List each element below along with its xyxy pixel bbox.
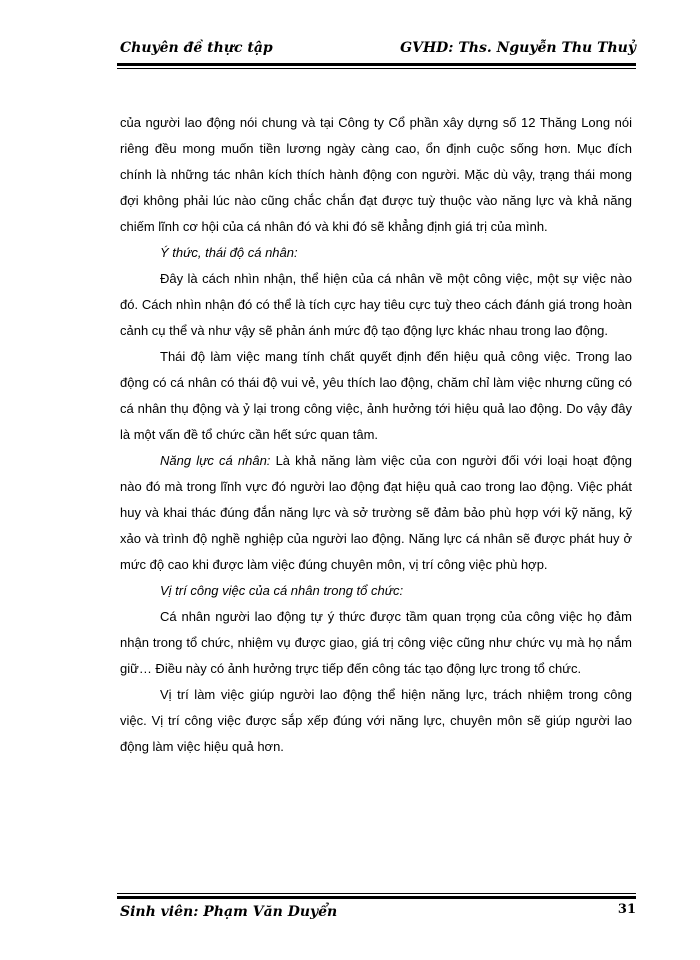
header-rule-thick (117, 63, 636, 66)
section-heading-attitude: Ý thức, thái độ cá nhân: (160, 245, 298, 260)
paragraph-4 (120, 448, 632, 578)
paragraph-4-label: Năng lực cá nhân: (160, 453, 271, 468)
page-header (120, 40, 636, 60)
paragraph-2: Đây là cách nhìn nhận, thể hiện của cá nhân về một công việc, một sự việc nào đó. Cách nhìn nhận đó có thể là tích cực hay tiêu cực tuỳ theo cách đánh giá trong hoàn cảnh cụ thể và như vậy sẽ phản ánh mức độ tạo động lực khác nhau trong lao động. (120, 271, 632, 338)
footer-rule-thin (117, 893, 636, 894)
paragraph-4-text: Là khả năng làm việc của con người đối với loại hoạt động nào đó mà trong lĩnh vực đó người lao động đạt hiệu quả cao trong lao động. Việc phát huy và khai thác đúng đắn năng lực và sở trường sẽ đảm bảo phù hợp với kỹ năng, kỹ xảo và trình độ nghề nghiệp của người lao động. Năng lực cá nhân sẽ được phát huy ở mức độ cao khi được làm việc đúng chuyên môn, vị trí công việc phù hợp. (120, 453, 632, 572)
paragraph-6: Vị trí làm việc giúp người lao động thể hiện năng lực, trách nhiệm trong công việc. Vị trí công việc được sắp xếp đúng với năng lực, chuyên môn sẽ giúp người lao động làm việc hiệu quả hơn. (120, 687, 632, 754)
page-number: 31 (617, 902, 636, 917)
footer-student-name: Sinh viên: Phạm Văn Duyển (120, 904, 338, 920)
paragraph-3: Thái độ làm việc mang tính chất quyết định đến hiệu quả công việc. Trong lao động có cá nhân có thái độ vui vẻ, yêu thích lao động, chăm chỉ làm việc nhưng cũng có cá nhân thụ động và ỷ lại trong công việc, ảnh hưởng tới hiệu quả lao động. Do vậy đây là một vấn đề tổ chức cần hết sức quan tâm. (120, 349, 632, 442)
header-advisor: GVHD: Ths. Nguyễn Thu Thuỷ (400, 40, 636, 56)
paragraph-5: Cá nhân người lao động tự ý thức được tầm quan trọng của công việc họ đảm nhận trong tổ chức, nhiệm vụ được giao, giá trị công việc cũng như chức vụ mà họ nắm giữ… Điều này có ảnh hưởng trực tiếp đến công tác tạo động lực trong tổ chức. (120, 609, 632, 676)
header-course-title: Chuyên đề thực tập (120, 40, 273, 56)
body-text (120, 110, 632, 760)
section-heading-position: Vị trí công việc của cá nhân trong tổ chức: (160, 583, 404, 598)
paragraph-1: của người lao động nói chung và tại Công ty Cổ phần xây dựng số 12 Thăng Long nói riêng đều mong muốn tiền lương ngày càng cao, ổn định cuộc sống hơn. Mục đích chính là những tác nhân kích thích hành động con người. Mặc dù vậy, trạng thái mong đợi không phải lúc nào cũng chắc chắn đạt được tuỳ thuộc vào năng lực và khả năng chiếm lĩnh cơ hội của cá nhân đó và khi đó sẽ khẳng định giá trị của mình. (120, 115, 632, 234)
header-rule-thin (117, 68, 636, 69)
footer-rule-thick (117, 896, 636, 899)
